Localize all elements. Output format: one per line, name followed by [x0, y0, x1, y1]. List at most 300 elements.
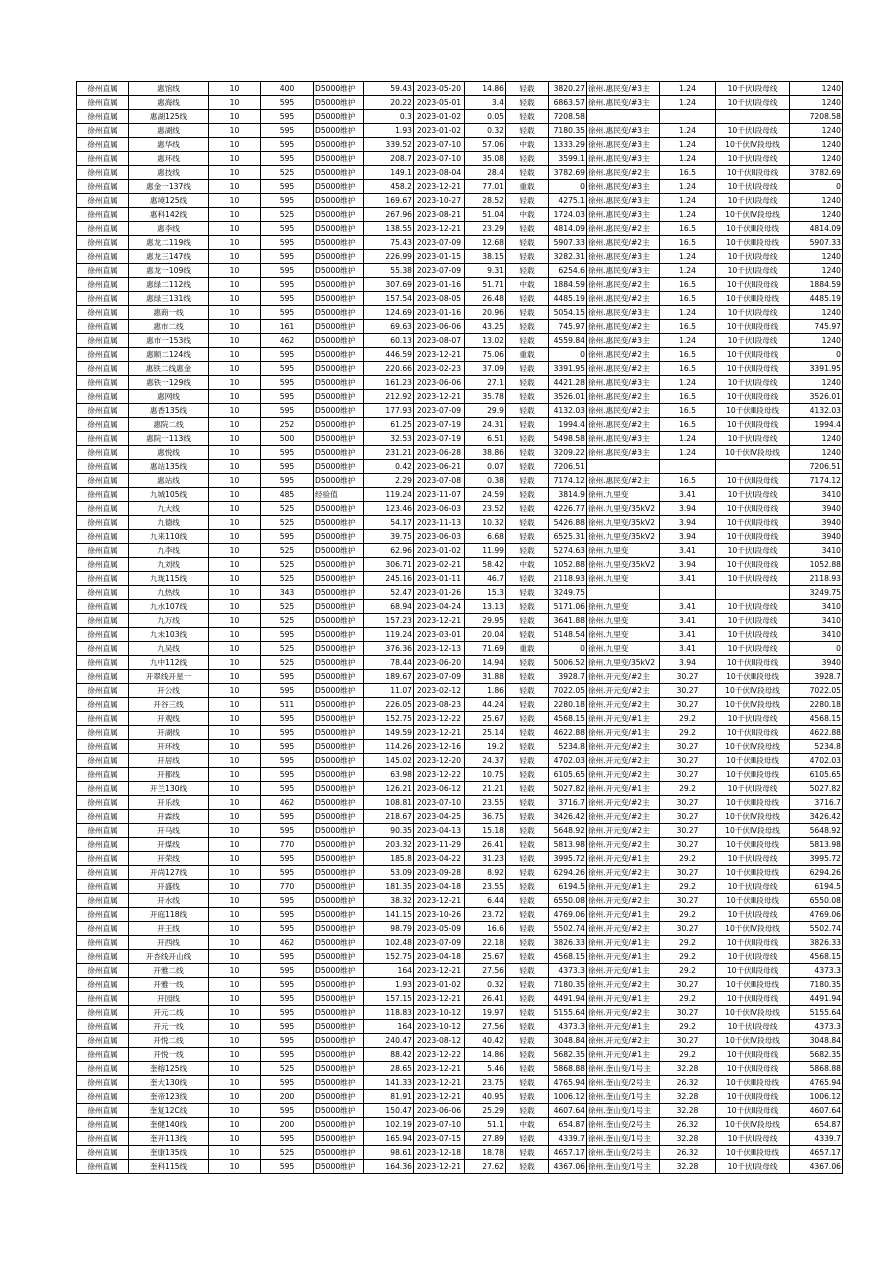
cell-col-13: 10千伏Ⅳ段母线 — [716, 922, 790, 936]
cell-col-9: 轻载 — [506, 964, 549, 978]
cell-col-3: 10 — [209, 824, 261, 838]
cell-col-11: 徐州.开元变/#1主 — [587, 1048, 660, 1062]
cell-col-6: 69.63 — [364, 320, 414, 334]
cell-col-10: 4367.06 — [549, 1160, 587, 1174]
cell-col-8: 6.51 — [465, 432, 506, 446]
cell-col-14: 5027.82 — [790, 782, 843, 796]
table-row — [77, 642, 843, 656]
cell-col-2: 开湖线 — [129, 726, 209, 740]
cell-col-10: 5648.92 — [549, 824, 587, 838]
cell-col-1: 徐州直属 — [77, 1034, 129, 1048]
cell-col-14: 5155.64 — [790, 1006, 843, 1020]
cell-col-9: 重载 — [506, 642, 549, 656]
cell-col-12: 16.5 — [660, 292, 716, 306]
cell-col-1: 徐州直属 — [77, 208, 129, 222]
cell-col-9: 轻载 — [506, 950, 549, 964]
cell-col-6: 458.2 — [364, 180, 414, 194]
cell-col-7: 2023-06-20 — [414, 656, 465, 670]
cell-col-10: 4622.88 — [549, 726, 587, 740]
cell-col-4: 595 — [261, 740, 314, 754]
cell-col-3: 10 — [209, 96, 261, 110]
cell-col-13: 10千伏Ⅲ段母线 — [716, 236, 790, 250]
cell-col-7: 2023-12-22 — [414, 712, 465, 726]
cell-col-13: 10千伏Ⅱ段母线 — [716, 656, 790, 670]
cell-col-1: 徐州直属 — [77, 656, 129, 670]
cell-col-2: 奎开113线 — [129, 1132, 209, 1146]
cell-col-5: D5000维护 — [314, 516, 364, 530]
cell-col-9: 轻载 — [506, 530, 549, 544]
cell-col-10: 5426.88 — [549, 516, 587, 530]
cell-col-1: 徐州直属 — [77, 124, 129, 138]
cell-col-7: 2023-12-21 — [414, 1090, 465, 1104]
cell-col-4: 525 — [261, 656, 314, 670]
cell-col-13: 10千伏Ⅰ段母线 — [716, 124, 790, 138]
table-row — [77, 82, 843, 96]
cell-col-2: 惠顺二124线 — [129, 348, 209, 362]
cell-col-13: 10千伏Ⅰ段母线 — [716, 642, 790, 656]
cell-col-5: D5000维护 — [314, 992, 364, 1006]
cell-col-10: 3391.95 — [549, 362, 587, 376]
cell-col-6: 149.59 — [364, 726, 414, 740]
cell-col-3: 10 — [209, 1034, 261, 1048]
cell-col-11: 徐州.惠民变/#3主 — [587, 138, 660, 152]
cell-col-4: 595 — [261, 180, 314, 194]
cell-col-9: 轻载 — [506, 1006, 549, 1020]
cell-col-1: 徐州直属 — [77, 1118, 129, 1132]
cell-col-3: 10 — [209, 1062, 261, 1076]
cell-col-4: 400 — [261, 82, 314, 96]
cell-col-6: 62.96 — [364, 544, 414, 558]
cell-col-5: D5000维护 — [314, 894, 364, 908]
cell-col-6: 2.29 — [364, 474, 414, 488]
cell-col-6: 68.94 — [364, 600, 414, 614]
cell-col-7: 2023-07-15 — [414, 1132, 465, 1146]
cell-col-2: 奎帝123线 — [129, 1090, 209, 1104]
cell-col-4: 595 — [261, 670, 314, 684]
cell-col-9: 轻载 — [506, 726, 549, 740]
cell-col-13: 10千伏Ⅳ段母线 — [716, 684, 790, 698]
cell-col-8: 6.68 — [465, 530, 506, 544]
cell-col-11: 徐州.惠民变/#2主 — [587, 222, 660, 236]
cell-col-7: 2023-06-21 — [414, 460, 465, 474]
cell-col-6: 152.75 — [364, 950, 414, 964]
cell-col-6: 152.75 — [364, 712, 414, 726]
table-row — [77, 320, 843, 334]
cell-col-2: 开都线 — [129, 768, 209, 782]
cell-col-10: 4373.3 — [549, 1020, 587, 1034]
cell-col-3: 10 — [209, 1160, 261, 1174]
cell-col-5: D5000维护 — [314, 110, 364, 124]
cell-col-10: 6550.08 — [549, 894, 587, 908]
cell-col-12: 16.5 — [660, 418, 716, 432]
cell-col-10: 4226.77 — [549, 502, 587, 516]
cell-col-4: 595 — [261, 950, 314, 964]
cell-col-10: 7174.12 — [549, 474, 587, 488]
table-row — [77, 922, 843, 936]
cell-col-14: 5813.98 — [790, 838, 843, 852]
cell-col-8: 58.42 — [465, 558, 506, 572]
cell-col-8: 19.97 — [465, 1006, 506, 1020]
cell-col-14: 1240 — [790, 264, 843, 278]
cell-col-4: 595 — [261, 908, 314, 922]
cell-col-8: 29.9 — [465, 404, 506, 418]
cell-col-2: 惠科142线 — [129, 208, 209, 222]
cell-col-6: 189.67 — [364, 670, 414, 684]
cell-col-14: 1240 — [790, 306, 843, 320]
cell-col-6: 307.69 — [364, 278, 414, 292]
cell-col-7: 2023-07-09 — [414, 236, 465, 250]
cell-col-13: 10千伏Ⅲ段母线 — [716, 768, 790, 782]
cell-col-7: 2023-12-21 — [414, 964, 465, 978]
cell-col-6: 208.7 — [364, 152, 414, 166]
cell-col-8: 28.4 — [465, 166, 506, 180]
cell-col-13: 10千伏Ⅰ段母线 — [716, 488, 790, 502]
cell-col-8: 27.1 — [465, 376, 506, 390]
cell-col-8: 25.67 — [465, 950, 506, 964]
cell-col-3: 10 — [209, 292, 261, 306]
cell-col-11: 徐州.开元变/#2主 — [587, 698, 660, 712]
cell-col-14: 5907.33 — [790, 236, 843, 250]
cell-col-9: 轻载 — [506, 782, 549, 796]
table-row — [77, 278, 843, 292]
table-row — [77, 516, 843, 530]
cell-col-4: 595 — [261, 824, 314, 838]
cell-col-7: 2023-12-22 — [414, 1048, 465, 1062]
cell-col-10: 0 — [549, 642, 587, 656]
cell-col-9: 轻载 — [506, 516, 549, 530]
cell-col-1: 徐州直属 — [77, 488, 129, 502]
cell-col-9: 轻载 — [506, 124, 549, 138]
cell-col-9: 轻载 — [506, 880, 549, 894]
table-row — [77, 726, 843, 740]
cell-col-10: 1006.12 — [549, 1090, 587, 1104]
cell-col-10: 4485.19 — [549, 292, 587, 306]
cell-col-7: 2023-04-18 — [414, 950, 465, 964]
cell-col-12 — [660, 110, 716, 124]
cell-col-10: 5155.64 — [549, 1006, 587, 1020]
cell-col-3: 10 — [209, 516, 261, 530]
cell-col-13: 10千伏Ⅰ段母线 — [716, 432, 790, 446]
cell-col-11: 徐州.惠民变/#3主 — [587, 208, 660, 222]
cell-col-13: 10千伏Ⅱ段母线 — [716, 1048, 790, 1062]
cell-col-11: 徐州.开元变/#2主 — [587, 670, 660, 684]
cell-col-7: 2023-07-19 — [414, 418, 465, 432]
cell-col-6: 102.48 — [364, 936, 414, 950]
cell-col-7: 2023-08-05 — [414, 292, 465, 306]
cell-col-10: 5498.58 — [549, 432, 587, 446]
cell-col-10: 3716.7 — [549, 796, 587, 810]
cell-col-12: 16.5 — [660, 320, 716, 334]
cell-col-2: 惠院一113线 — [129, 432, 209, 446]
cell-col-1: 徐州直属 — [77, 782, 129, 796]
table-row — [77, 124, 843, 138]
cell-col-9: 轻载 — [506, 264, 549, 278]
cell-col-9: 中载 — [506, 278, 549, 292]
cell-col-9: 轻载 — [506, 628, 549, 642]
cell-col-1: 徐州直属 — [77, 110, 129, 124]
cell-col-6: 20.22 — [364, 96, 414, 110]
cell-col-12: 29.2 — [660, 950, 716, 964]
cell-col-7: 2023-07-09 — [414, 404, 465, 418]
cell-col-8: 22.18 — [465, 936, 506, 950]
cell-col-3: 10 — [209, 950, 261, 964]
table-row — [77, 656, 843, 670]
cell-col-7: 2023-12-21 — [414, 726, 465, 740]
cell-col-5: D5000维护 — [314, 138, 364, 152]
cell-col-12: 3.41 — [660, 572, 716, 586]
cell-col-1: 徐州直属 — [77, 334, 129, 348]
cell-col-6: 123.46 — [364, 502, 414, 516]
cell-col-9: 轻载 — [506, 250, 549, 264]
cell-col-4: 200 — [261, 1090, 314, 1104]
cell-col-2: 惠网线 — [129, 390, 209, 404]
cell-col-10: 3641.88 — [549, 614, 587, 628]
table-row — [77, 446, 843, 460]
cell-col-8: 23.52 — [465, 502, 506, 516]
cell-col-4: 595 — [261, 376, 314, 390]
cell-col-13: 10千伏Ⅲ段母线 — [716, 1076, 790, 1090]
cell-col-10: 4491.94 — [549, 992, 587, 1006]
cell-col-8: 27.62 — [465, 1160, 506, 1174]
cell-col-14: 4485.19 — [790, 292, 843, 306]
table-row — [77, 502, 843, 516]
cell-col-12: 3.94 — [660, 516, 716, 530]
cell-col-2: 开谷三线 — [129, 698, 209, 712]
cell-col-7: 2023-10-12 — [414, 1020, 465, 1034]
cell-col-6: 78.44 — [364, 656, 414, 670]
cell-col-12: 29.2 — [660, 992, 716, 1006]
cell-col-8: 9.31 — [465, 264, 506, 278]
table-row — [77, 1160, 843, 1174]
cell-col-12: 26.32 — [660, 1118, 716, 1132]
cell-col-3: 10 — [209, 894, 261, 908]
table-row — [77, 754, 843, 768]
cell-col-14: 2118.93 — [790, 572, 843, 586]
table-row — [77, 460, 843, 474]
cell-col-8: 51.04 — [465, 208, 506, 222]
cell-col-13: 10千伏Ⅰ段母线 — [716, 1132, 790, 1146]
cell-col-10: 3599.1 — [549, 152, 587, 166]
cell-col-10: 7206.51 — [549, 460, 587, 474]
cell-col-10: 5813.98 — [549, 838, 587, 852]
cell-col-4: 595 — [261, 460, 314, 474]
cell-col-12: 16.5 — [660, 278, 716, 292]
cell-col-11: 徐州.惠民变/#3主 — [587, 250, 660, 264]
cell-col-9: 轻载 — [506, 166, 549, 180]
cell-col-2: 奎复12C线 — [129, 1104, 209, 1118]
cell-col-8: 35.08 — [465, 152, 506, 166]
cell-col-10: 3048.84 — [549, 1034, 587, 1048]
cell-col-14: 4367.06 — [790, 1160, 843, 1174]
cell-col-12: 29.2 — [660, 782, 716, 796]
cell-col-2: 惠院二线 — [129, 418, 209, 432]
cell-col-2: 惠技线 — [129, 166, 209, 180]
cell-col-3: 10 — [209, 1090, 261, 1104]
cell-col-2: 惠铁一129线 — [129, 376, 209, 390]
cell-col-5: D5000维护 — [314, 390, 364, 404]
cell-col-7: 2023-10-26 — [414, 908, 465, 922]
cell-col-1: 徐州直属 — [77, 250, 129, 264]
table-row — [77, 1090, 843, 1104]
cell-col-9: 轻载 — [506, 544, 549, 558]
cell-col-1: 徐州直属 — [77, 558, 129, 572]
cell-col-7: 2023-01-26 — [414, 586, 465, 600]
cell-col-10: 4702.03 — [549, 754, 587, 768]
table-row — [77, 894, 843, 908]
cell-col-5: D5000维护 — [314, 194, 364, 208]
cell-col-3: 10 — [209, 908, 261, 922]
cell-col-13: 10千伏Ⅰ段母线 — [716, 194, 790, 208]
cell-col-3: 10 — [209, 838, 261, 852]
cell-col-6: 118.83 — [364, 1006, 414, 1020]
cell-col-9: 轻载 — [506, 474, 549, 488]
table-row — [77, 138, 843, 152]
cell-col-1: 徐州直属 — [77, 824, 129, 838]
cell-col-11: 徐州.九里变 — [587, 488, 660, 502]
cell-col-1: 徐州直属 — [77, 1076, 129, 1090]
cell-col-6: 185.8 — [364, 852, 414, 866]
table-row — [77, 950, 843, 964]
cell-col-5: D5000维护 — [314, 684, 364, 698]
cell-col-6: 164 — [364, 1020, 414, 1034]
cell-col-7: 2023-07-10 — [414, 138, 465, 152]
cell-col-12: 30.27 — [660, 838, 716, 852]
cell-col-7: 2023-07-10 — [414, 796, 465, 810]
cell-col-5: D5000维护 — [314, 824, 364, 838]
cell-col-11: 徐州.奎山变/1号主 — [587, 1104, 660, 1118]
cell-col-2: 开元一线 — [129, 1020, 209, 1034]
cell-col-7: 2023-01-02 — [414, 544, 465, 558]
cell-col-12: 1.24 — [660, 82, 716, 96]
cell-col-8: 0.32 — [465, 124, 506, 138]
cell-col-10: 3249.75 — [549, 586, 587, 600]
cell-col-2: 惠湖线 — [129, 124, 209, 138]
cell-col-4: 462 — [261, 334, 314, 348]
cell-col-3: 10 — [209, 768, 261, 782]
cell-col-8: 15.18 — [465, 824, 506, 838]
cell-col-11: 徐州.惠民变/#2主 — [587, 418, 660, 432]
cell-col-7: 2023-03-01 — [414, 628, 465, 642]
cell-col-11: 徐州.惠民变/#2主 — [587, 236, 660, 250]
cell-col-3: 10 — [209, 1048, 261, 1062]
cell-col-8: 15.3 — [465, 586, 506, 600]
cell-col-5: D5000维护 — [314, 530, 364, 544]
cell-col-12: 1.24 — [660, 334, 716, 348]
cell-col-9: 轻载 — [506, 600, 549, 614]
cell-col-11: 徐州.惠民变/#3主 — [587, 446, 660, 460]
table-row — [77, 1118, 843, 1132]
cell-col-10: 5006.52 — [549, 656, 587, 670]
cell-col-1: 徐州直属 — [77, 1048, 129, 1062]
cell-col-10: 4339.7 — [549, 1132, 587, 1146]
cell-col-10: 6254.6 — [549, 264, 587, 278]
cell-col-7: 2023-01-02 — [414, 978, 465, 992]
table-row — [77, 432, 843, 446]
cell-col-9: 轻载 — [506, 572, 549, 586]
cell-col-4: 595 — [261, 138, 314, 152]
cell-col-12: 1.24 — [660, 194, 716, 208]
cell-col-12: 3.41 — [660, 488, 716, 502]
cell-col-13: 10千伏Ⅰ段母线 — [716, 712, 790, 726]
cell-col-4: 595 — [261, 530, 314, 544]
cell-col-12: 32.28 — [660, 1104, 716, 1118]
cell-col-1: 徐州直属 — [77, 1090, 129, 1104]
cell-col-2: 惠馆线 — [129, 82, 209, 96]
cell-col-7: 2023-04-22 — [414, 852, 465, 866]
cell-col-1: 徐州直属 — [77, 152, 129, 166]
cell-col-14: 4765.94 — [790, 1076, 843, 1090]
cell-col-1: 徐州直属 — [77, 810, 129, 824]
cell-col-3: 10 — [209, 740, 261, 754]
cell-col-9: 轻载 — [506, 586, 549, 600]
cell-col-7: 2023-12-21 — [414, 1076, 465, 1090]
cell-col-14: 4568.15 — [790, 950, 843, 964]
cell-col-3: 10 — [209, 964, 261, 978]
cell-col-9: 轻载 — [506, 390, 549, 404]
cell-col-10: 6294.26 — [549, 866, 587, 880]
cell-col-8: 28.52 — [465, 194, 506, 208]
cell-col-9: 轻载 — [506, 936, 549, 950]
cell-col-2: 惠境125线 — [129, 194, 209, 208]
cell-col-6: 212.92 — [364, 390, 414, 404]
cell-col-1: 徐州直属 — [77, 1160, 129, 1174]
cell-col-5: D5000维护 — [314, 866, 364, 880]
cell-col-14: 5234.8 — [790, 740, 843, 754]
cell-col-2: 开霖线 — [129, 810, 209, 824]
cell-col-13: 10千伏Ⅳ段母线 — [716, 698, 790, 712]
cell-col-6: 138.55 — [364, 222, 414, 236]
cell-col-4: 525 — [261, 502, 314, 516]
cell-col-1: 徐州直属 — [77, 684, 129, 698]
cell-col-2: 开杏线开山线 — [129, 950, 209, 964]
table-row — [77, 264, 843, 278]
cell-col-9: 轻载 — [506, 1104, 549, 1118]
cell-col-4: 595 — [261, 782, 314, 796]
table-row — [77, 936, 843, 950]
cell-col-5: D5000维护 — [314, 166, 364, 180]
table-row — [77, 1104, 843, 1118]
cell-col-6: 218.67 — [364, 810, 414, 824]
cell-col-9: 轻载 — [506, 432, 549, 446]
cell-col-14: 1006.12 — [790, 1090, 843, 1104]
cell-col-5: D5000维护 — [314, 1048, 364, 1062]
cell-col-11: 徐州.开元变/#1主 — [587, 992, 660, 1006]
cell-col-8: 20.04 — [465, 628, 506, 642]
cell-col-8: 14.86 — [465, 82, 506, 96]
cell-col-2: 九城105线 — [129, 488, 209, 502]
cell-col-14: 4373.3 — [790, 1020, 843, 1034]
table-row — [77, 712, 843, 726]
cell-col-2: 开兰130线 — [129, 782, 209, 796]
cell-col-12: 1.24 — [660, 432, 716, 446]
cell-col-5: D5000维护 — [314, 376, 364, 390]
table-row — [77, 376, 843, 390]
cell-col-9: 轻载 — [506, 110, 549, 124]
cell-col-13: 10千伏Ⅱ段母线 — [716, 348, 790, 362]
cell-col-6: 32.53 — [364, 432, 414, 446]
cell-col-11: 徐州.开元变/#1主 — [587, 936, 660, 950]
cell-col-6: 181.35 — [364, 880, 414, 894]
cell-col-3: 10 — [209, 796, 261, 810]
cell-col-8: 37.09 — [465, 362, 506, 376]
cell-col-8: 25.29 — [465, 1104, 506, 1118]
cell-col-12: 30.27 — [660, 684, 716, 698]
cell-col-5: D5000维护 — [314, 1076, 364, 1090]
cell-col-12: 16.5 — [660, 348, 716, 362]
cell-col-10: 6105.65 — [549, 768, 587, 782]
cell-col-12: 29.2 — [660, 964, 716, 978]
cell-col-4: 485 — [261, 488, 314, 502]
